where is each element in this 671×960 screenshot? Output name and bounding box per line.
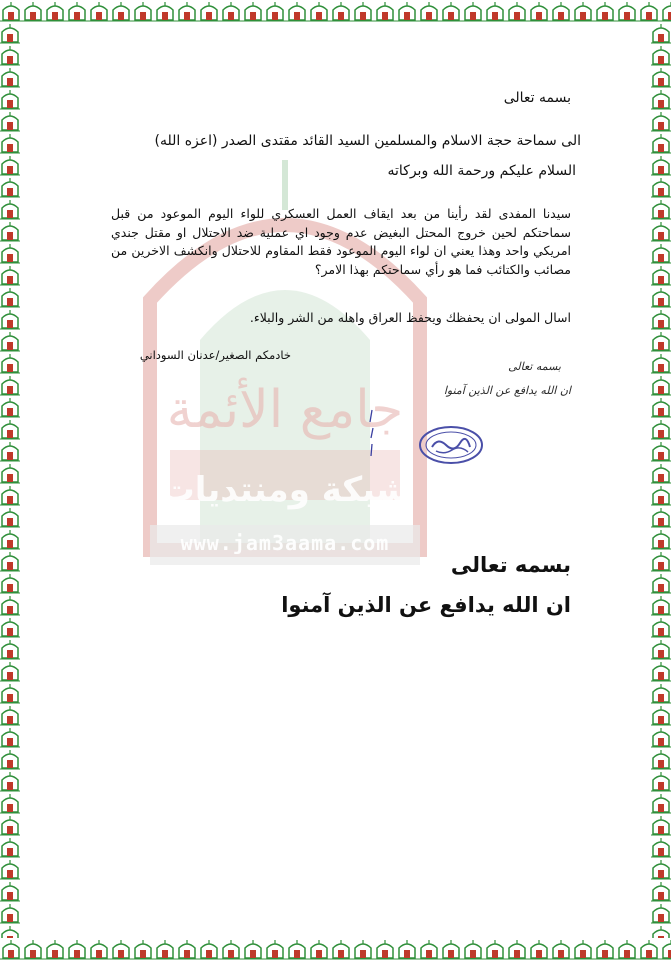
decorative-border-top	[0, 0, 671, 22]
decorative-border-left	[0, 0, 20, 960]
letter-closing: اسال المولى ان يحفظك ويحفظ العراق واهله من الشر والبلاء.	[249, 310, 571, 325]
typed-reply-title: بسمه تعالى	[450, 553, 571, 577]
letter-body: سيدنا المفدى لقد رأينا من بعد ايقاف العمل العسكري للواء اليوم الموعود من قبل سماحتكم لحين خروج المحتل البغيض عدم وجود اي عملية ضد الاحتلال او مقتل جندي امريكي واحد وهذا يعني ان لواء اليوم الموعود فقط المقاوم للاحتلال وانكشف الاخرين من مصائب والكتائب فما هو رأي سماحتكم بهذا الامر؟	[111, 206, 571, 277]
pen-mark-icon	[366, 408, 378, 458]
mosque-pattern-icon	[0, 0, 20, 960]
typed-reply-text: ان الله يدافع عن الذين آمنوا	[281, 593, 571, 617]
handwritten-reply-line1: بسمه تعالى	[508, 360, 561, 373]
handwritten-reply-line2: ان الله يدافع عن الذين آمنوا	[443, 384, 571, 397]
decorative-border-bottom	[0, 938, 671, 960]
letter-signature: خادمكم الصغير/عدنان السوداني	[139, 348, 291, 362]
letter-opening: بسمه تعالى	[503, 90, 571, 106]
decorative-border-right	[651, 0, 671, 960]
mosque-pattern-icon	[0, 0, 671, 22]
letter-salutation: السلام عليكم ورحمة الله وبركاته	[387, 163, 576, 179]
watermark-site-name: جامع الأئمة	[166, 380, 404, 440]
mosque-pattern-icon	[651, 0, 671, 960]
watermark-network-text: شبكة ومنتديات	[160, 470, 410, 510]
watermark-url: www.jam3aama.com	[180, 531, 390, 555]
letter-addressee: الى سماحة حجة الاسلام والمسلمين السيد القائد مقتدى الصدر (اعزه الله)	[154, 133, 581, 149]
mosque-pattern-icon	[0, 938, 671, 960]
seal-stamp-icon	[418, 425, 484, 465]
